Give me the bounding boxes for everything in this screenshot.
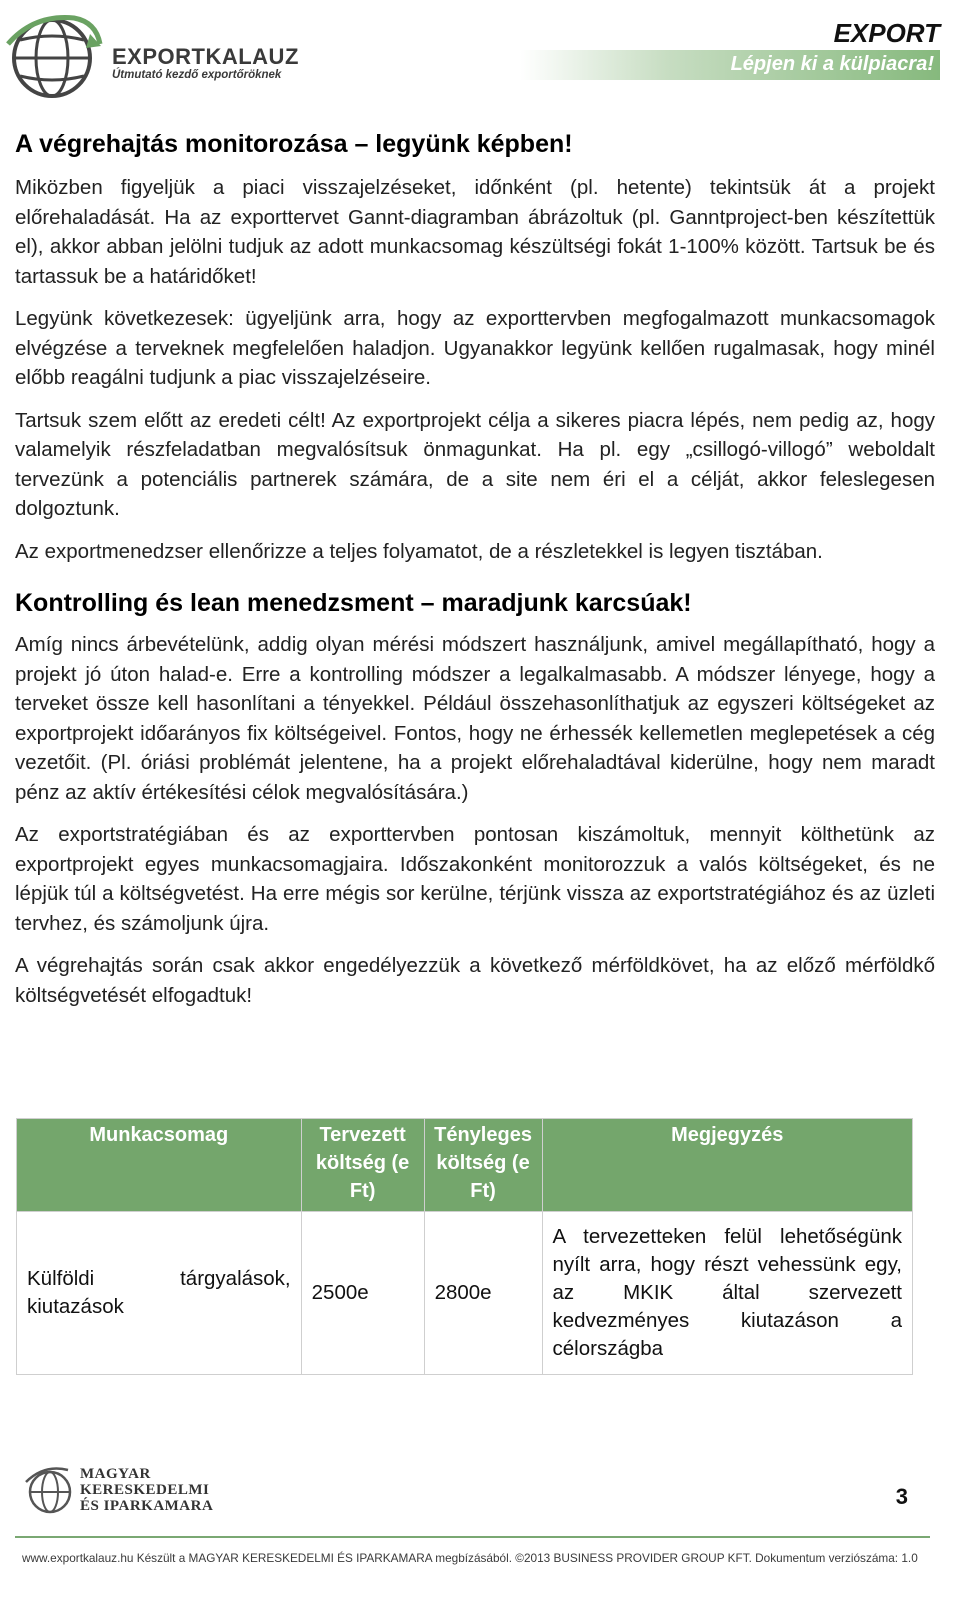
paragraph: Amíg nincs árbevételünk, addig olyan mérési módszert használjunk, amivel megállapítható, hogy a projekt jó úton halad-e. Erre a kontrolling módszer a legalkalmasabb. A módszer lényege, hogy a terveket össze kell hasonlítani a tényekkel. Például összehasonlíthatjuk az egyszeri költségeket az exportprojekt időarányos fix költségeivel. Fontos, hogy ne érhessék kellemetlen meglepetések a cég vezetőit. (Pl. óriási problémát jelentene, ha a projekt előrehaladtával kiderülne, hogy nem maradt pénz az aktív értékesítési célok megvalósítására.) [15, 633, 935, 804]
paragraph: Miközben figyeljük a piaci visszajelzéseket, időnként (pl. hetente) tekintsük át a projekt előrehaladását. Ha az exporttervet Gannt-diagramban ábrázoltuk (pl. Ganntproject-ben készítettük el), akkor abban jelölni tudjuk az adott munkacsomag készültségi fokát 1-100% között. Tartsuk be és tartassuk be a határidőket! [15, 176, 935, 288]
chamber-line: MAGYAR [80, 1466, 151, 1482]
brand-name: EXPORTKALAUZ [112, 44, 299, 69]
column-header: Munkacsomag [17, 1119, 302, 1212]
document-body [15, 127, 935, 1023]
footer-divider [15, 1536, 930, 1538]
footer-text: www.exportkalauz.hu Készült a MAGYAR KERESKEDELMI ÉS IPARKAMARA megbízásából. ©2013 BUSINESS PROVIDER GROUP KFT. Dokumentum verziószáma: 1.0 [22, 1551, 918, 1565]
table-header-row [17, 1119, 913, 1212]
paragraph: Legyünk következesek: ügyeljünk arra, hogy az exporttervben megfogalmazott munkacsomagok elvégzése a terveknek megfelelően haladjon. Ugyanakkor legyünk kellően rugalmasak, hogy minél előbb reagálni tudjunk a piac visszajelzéseire. [15, 307, 935, 389]
section-heading-controlling: Kontrolling és lean menedzsment – maradjunk karcsúak! [15, 589, 692, 617]
table-cell: 2500e [301, 1212, 424, 1375]
paragraph: Az exportmenedzser ellenőrizze a teljes folyamatot, de a részletekkel is legyen tisztában. [15, 539, 823, 563]
section-heading-monitoring: A végrehajtás monitorozása – legyünk képben! [15, 130, 573, 158]
brand-tagline: Útmutató kezdő exportőröknek [112, 69, 282, 81]
cost-table [16, 1118, 913, 1375]
page-header [0, 0, 960, 110]
export-slogan: Lépjen ki a külpiacra! [730, 53, 934, 75]
paragraph: Tartsuk szem előtt az eredeti célt! Az exportprojekt célja a sikeres piacra lépés, nem pedig az, hogy valamelyik részfeladatban megvalósítsuk önmagunkat. Ha pl. egy „csillogó-villogó” weboldalt tervezünk a potenciális partnerek számára, de a site nem éri el a célját, akkor feleslegesen dolgoztunk. [15, 408, 935, 520]
table-cell: Külföldi tárgyalások, kiutazások [17, 1212, 302, 1375]
column-header: Megjegyzés [542, 1119, 912, 1212]
column-header: Tényleges költség (e Ft) [424, 1119, 542, 1212]
chamber-line: ÉS IPARKAMARA [80, 1498, 214, 1514]
table-row [17, 1212, 913, 1375]
table-cell: 2800e [424, 1212, 542, 1375]
column-header: Tervezett költség (e Ft) [301, 1119, 424, 1212]
paragraph: Az exportstratégiában és az exporttervben pontosan kiszámoltuk, mennyit költhetünk az exportprojekt egyes munkacsomagjaira. Időszakonként monitorozzuk a valós költségeket, és ne lépjük túl a költségvetést. Ha erre mégis sor kerülne, térjünk vissza az exportstratégiához és az üzleti tervhez, és számoljunk újra. [15, 823, 935, 935]
chamber-logo-text [80, 1466, 213, 1514]
export-title: EXPORT [833, 18, 940, 48]
globe-icon [4, 4, 104, 104]
page-number: 3 [895, 1484, 908, 1509]
chamber-line: KERESKEDELMI [80, 1482, 210, 1498]
paragraph: A végrehajtás során csak akkor engedélyezzük a következő mérföldkövet, ha az előző mérföldkő költségvetését elfogadtuk! [15, 954, 935, 1007]
table-cell: A tervezetteken felül lehetőségünk nyílt arra, hogy részt vehessünk egy, az MKIK által szervezett kedvezményes kiutazáson a célországba [542, 1212, 912, 1375]
